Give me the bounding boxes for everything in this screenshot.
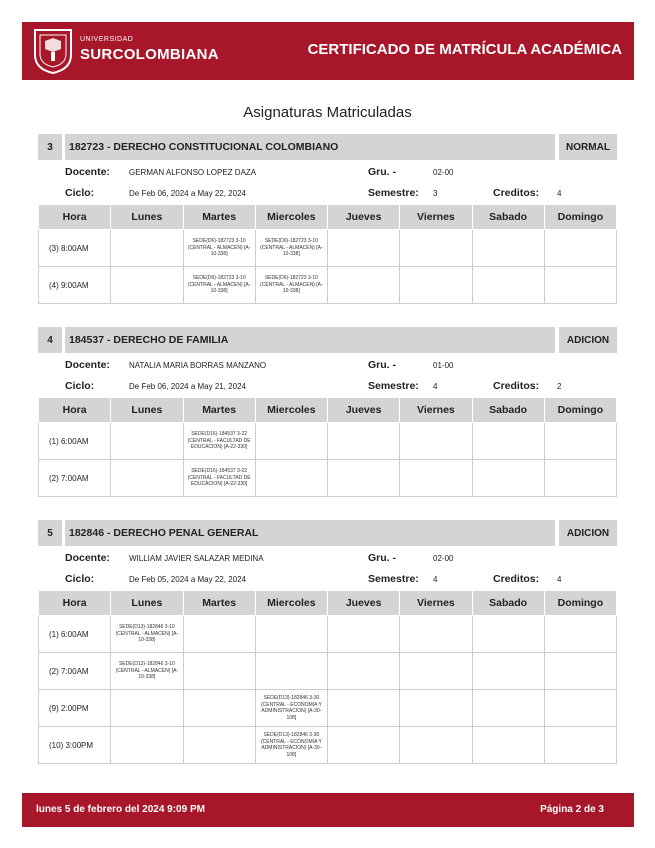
schedule-cell — [255, 653, 327, 690]
logo-university-label: UNIVERSIDAD — [80, 36, 134, 43]
schedule-cell — [472, 653, 544, 690]
schedule-cell — [400, 653, 472, 690]
ciclo-label: Ciclo: — [65, 573, 95, 585]
schedule-row — [39, 616, 617, 653]
course-block — [38, 520, 617, 764]
docente-label: Docente: — [65, 166, 110, 178]
grupo-label: Gru. - — [368, 166, 396, 178]
course-info — [38, 160, 617, 204]
schedule-header-hora: Hora — [39, 591, 111, 616]
schedule-header-sabado: Sabado — [472, 205, 544, 230]
schedule-hour: (2) 7:00AM — [39, 460, 111, 497]
course-name: 184537 - DERECHO DE FAMILIA — [65, 327, 555, 353]
schedule-header-sabado: Sabado — [472, 591, 544, 616]
schedule-header-hora: Hora — [39, 205, 111, 230]
footer-date: lunes 5 de febrero del 2024 9:09 PM — [36, 804, 205, 815]
schedule-row — [39, 460, 617, 497]
grupo-value: 02-00 — [433, 168, 454, 177]
schedule-header-martes: Martes — [183, 398, 255, 423]
semestre-value: 3 — [433, 189, 438, 198]
schedule-header-domingo: Domingo — [544, 205, 616, 230]
schedule-cell: SEDE(D13)-182846 3-30 (CENTRAL - ECONOMIA Y ADMINISTRACION) [A-30-108] — [255, 690, 327, 727]
course-name: 182723 - DERECHO CONSTITUCIONAL COLOMBIANO — [65, 134, 555, 160]
docente-value: NATALIA MARIA BORRAS MANZANO — [129, 361, 267, 370]
schedule-cell — [472, 230, 544, 267]
schedule-header-domingo: Domingo — [544, 398, 616, 423]
course-block — [38, 327, 617, 497]
schedule-cell — [328, 230, 400, 267]
schedule-cell — [328, 690, 400, 727]
schedule-cell — [183, 727, 255, 764]
course-block — [38, 134, 617, 304]
schedule-cell — [111, 423, 183, 460]
schedule-cell — [544, 423, 616, 460]
grupo-label: Gru. - — [368, 552, 396, 564]
schedule-row — [39, 423, 617, 460]
schedule-cell — [328, 460, 400, 497]
schedule-cell — [328, 616, 400, 653]
course-number: 4 — [38, 327, 62, 353]
schedule-hour: (1) 6:00AM — [39, 616, 111, 653]
ciclo-label: Ciclo: — [65, 380, 95, 392]
schedule-cell — [544, 653, 616, 690]
schedule-cell — [111, 690, 183, 727]
grupo-value: 01-00 — [433, 361, 454, 370]
schedule-header-jueves: Jueves — [328, 591, 400, 616]
schedule-cell — [544, 267, 616, 304]
schedule-header-jueves: Jueves — [328, 398, 400, 423]
schedule-header-martes: Martes — [183, 205, 255, 230]
creditos-label: Creditos: — [493, 187, 540, 199]
course-info — [38, 353, 617, 397]
schedule-header-domingo: Domingo — [544, 591, 616, 616]
course-header-bar — [38, 134, 617, 160]
schedule-header-hora: Hora — [39, 398, 111, 423]
creditos-value: 4 — [557, 189, 562, 198]
schedule-header-viernes: Viernes — [400, 398, 472, 423]
schedule-cell: SEDE(D16)-184537 3-22 (CENTRAL - FACULTAD DE EDUCACION) [A-22-330] — [183, 460, 255, 497]
schedule-row — [39, 267, 617, 304]
ciclo-value: De Feb 05, 2024 a May 22, 2024 — [129, 575, 246, 584]
schedule-cell: SEDE(D13)-182846 3-10 (CENTRAL - ALMACEN) [A-10-338] — [111, 616, 183, 653]
ciclo-label: Ciclo: — [65, 187, 95, 199]
section-title: Asignaturas Matriculadas — [243, 104, 412, 121]
schedule-cell — [400, 267, 472, 304]
course-number: 5 — [38, 520, 62, 546]
schedule-cell — [544, 616, 616, 653]
schedule-cell — [400, 460, 472, 497]
schedule-table — [38, 204, 617, 304]
course-number: 3 — [38, 134, 62, 160]
schedule-header-lunes: Lunes — [111, 205, 183, 230]
semestre-value: 4 — [433, 575, 438, 584]
schedule-header-miercoles: Miercoles — [255, 591, 327, 616]
schedule-cell — [111, 230, 183, 267]
schedule-header-viernes: Viernes — [400, 591, 472, 616]
course-type: NORMAL — [559, 134, 617, 160]
schedule-table — [38, 397, 617, 497]
schedule-hour: (1) 6:00AM — [39, 423, 111, 460]
document-title: CERTIFICADO DE MATRÍCULA ACADÉMICA — [307, 41, 622, 58]
logo-university-name: SURCOLOMBIANA — [80, 46, 219, 63]
schedule-hour: (9) 2:00PM — [39, 690, 111, 727]
schedule-cell — [328, 653, 400, 690]
ciclo-value: De Feb 06, 2024 a May 21, 2024 — [129, 382, 246, 391]
docente-label: Docente: — [65, 359, 110, 371]
schedule-header-miercoles: Miercoles — [255, 205, 327, 230]
document-header — [22, 22, 634, 80]
schedule-row — [39, 230, 617, 267]
schedule-cell — [328, 727, 400, 764]
schedule-cell — [472, 616, 544, 653]
schedule-cell — [400, 727, 472, 764]
schedule-cell — [328, 267, 400, 304]
course-type: ADICION — [559, 520, 617, 546]
schedule-cell: SEDE(D13)-182846 3-30 (CENTRAL - ECONOMIA Y ADMINISTRACION) [A-30-108] — [255, 727, 327, 764]
schedule-cell — [400, 690, 472, 727]
schedule-cell — [183, 653, 255, 690]
document-footer — [22, 793, 634, 827]
schedule-cell — [255, 460, 327, 497]
docente-value: WILLIAM JAVIER SALAZAR MEDINA — [129, 554, 264, 563]
schedule-cell — [544, 727, 616, 764]
schedule-hour: (3) 8:00AM — [39, 230, 111, 267]
semestre-label: Semestre: — [368, 187, 419, 199]
schedule-cell — [544, 230, 616, 267]
schedule-cell — [111, 460, 183, 497]
course-type: ADICION — [559, 327, 617, 353]
schedule-cell — [255, 423, 327, 460]
course-header-bar — [38, 327, 617, 353]
creditos-label: Creditos: — [493, 573, 540, 585]
schedule-cell: SEDE(D6)-182723 3-10 (CENTRAL - ALMACEN) [A-10-338] — [255, 267, 327, 304]
schedule-cell — [472, 423, 544, 460]
schedule-cell — [400, 230, 472, 267]
schedule-header-jueves: Jueves — [328, 205, 400, 230]
schedule-cell — [328, 423, 400, 460]
footer-page-number: Página 2 de 3 — [540, 804, 604, 815]
schedule-header-lunes: Lunes — [111, 398, 183, 423]
schedule-row — [39, 653, 617, 690]
schedule-cell — [111, 727, 183, 764]
schedule-cell — [255, 616, 327, 653]
schedule-cell — [472, 690, 544, 727]
schedule-cell — [400, 616, 472, 653]
schedule-cell — [400, 423, 472, 460]
schedule-hour: (2) 7:00AM — [39, 653, 111, 690]
grupo-value: 02-00 — [433, 554, 454, 563]
semestre-value: 4 — [433, 382, 438, 391]
schedule-cell: SEDE(D13)-182846 3-10 (CENTRAL - ALMACEN) [A-10-338] — [111, 653, 183, 690]
schedule-cell — [111, 267, 183, 304]
docente-label: Docente: — [65, 552, 110, 564]
schedule-cell — [544, 460, 616, 497]
course-info — [38, 546, 617, 590]
schedule-header-miercoles: Miercoles — [255, 398, 327, 423]
creditos-value: 4 — [557, 575, 562, 584]
university-shield-icon — [32, 27, 74, 75]
schedule-header-lunes: Lunes — [111, 591, 183, 616]
creditos-label: Creditos: — [493, 380, 540, 392]
schedule-table — [38, 590, 617, 764]
semestre-label: Semestre: — [368, 380, 419, 392]
schedule-cell — [472, 727, 544, 764]
schedule-cell — [544, 690, 616, 727]
schedule-cell — [183, 690, 255, 727]
course-header-bar — [38, 520, 617, 546]
schedule-cell — [472, 460, 544, 497]
schedule-cell: SEDE(D6)-182723 3-10 (CENTRAL - ALMACEN) [A-10-338] — [183, 230, 255, 267]
schedule-cell — [472, 267, 544, 304]
schedule-cell — [183, 616, 255, 653]
schedule-row — [39, 690, 617, 727]
course-name: 182846 - DERECHO PENAL GENERAL — [65, 520, 555, 546]
schedule-cell: SEDE(D6)-182723 3-10 (CENTRAL - ALMACEN) [A-10-338] — [255, 230, 327, 267]
semestre-label: Semestre: — [368, 573, 419, 585]
schedule-row — [39, 727, 617, 764]
schedule-cell: SEDE(D6)-182723 3-10 (CENTRAL - ALMACEN) [A-10-338] — [183, 267, 255, 304]
schedule-header-martes: Martes — [183, 591, 255, 616]
ciclo-value: De Feb 06, 2024 a May 22, 2024 — [129, 189, 246, 198]
schedule-hour: (4) 9:00AM — [39, 267, 111, 304]
grupo-label: Gru. - — [368, 359, 396, 371]
schedule-header-sabado: Sabado — [472, 398, 544, 423]
schedule-hour: (10) 3:00PM — [39, 727, 111, 764]
docente-value: GERMAN ALFONSO LOPEZ DAZA — [129, 168, 257, 177]
schedule-header-viernes: Viernes — [400, 205, 472, 230]
creditos-value: 2 — [557, 382, 562, 391]
schedule-cell: SEDE(D16)-184537 3-22 (CENTRAL - FACULTAD DE EDUCACION) [A-22-330] — [183, 423, 255, 460]
